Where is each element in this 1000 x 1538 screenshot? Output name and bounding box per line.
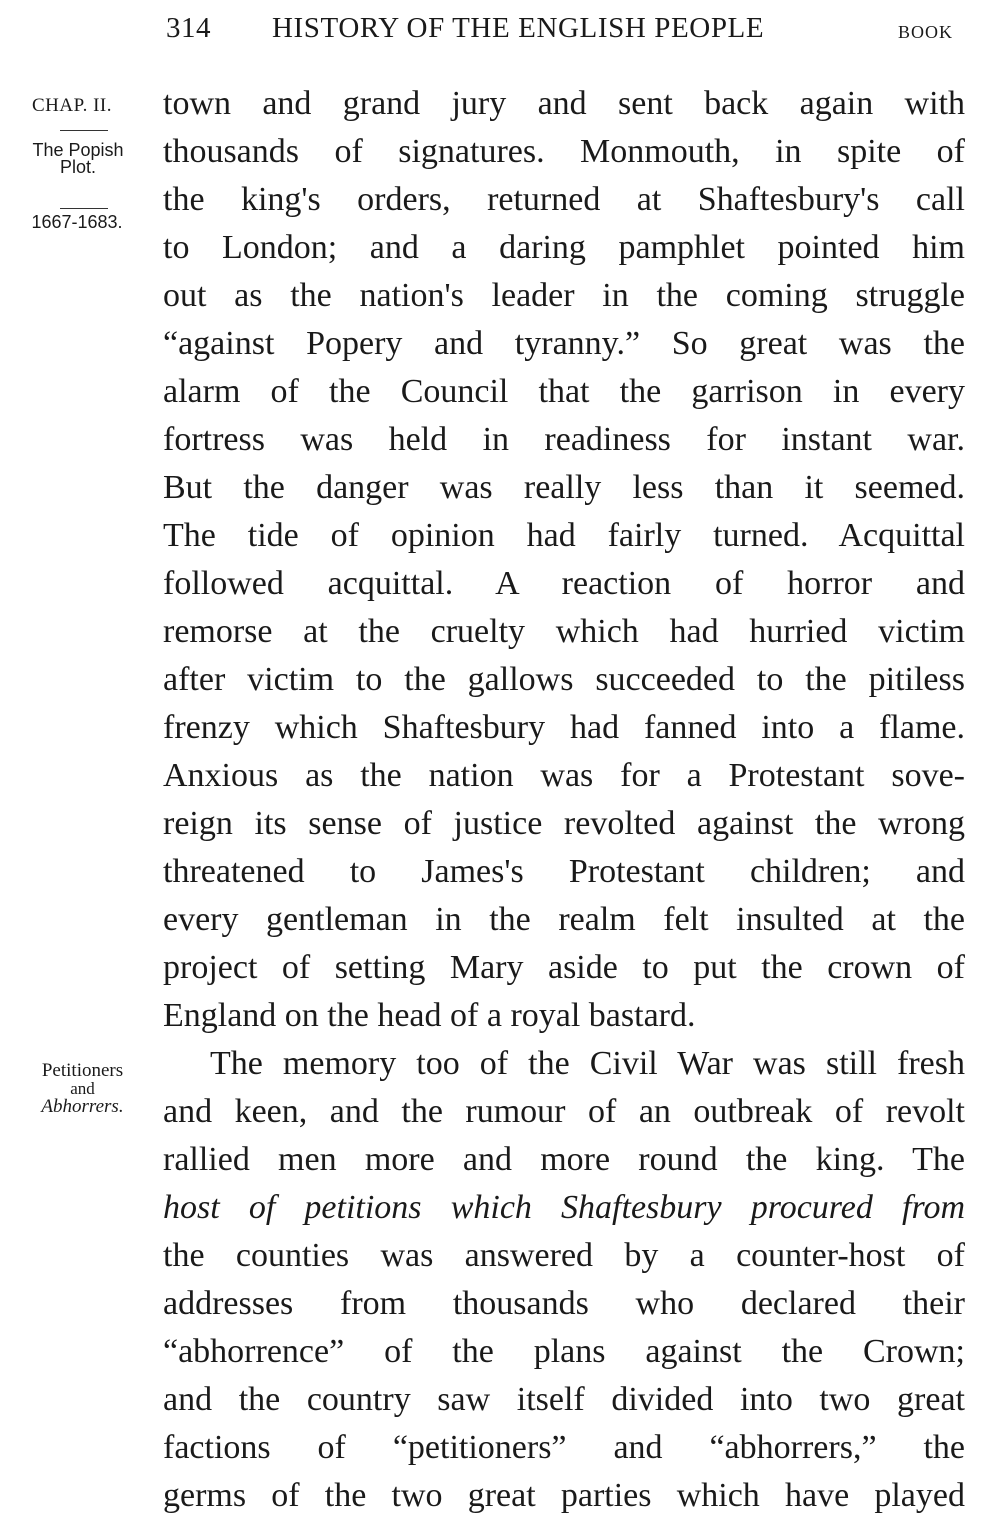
margin-rule	[60, 208, 108, 209]
side-note-line: and	[70, 1079, 95, 1098]
text-line: the king's orders, returned at Shaftesbury's call	[163, 181, 965, 218]
text-line: factions of “petitioners” and “abhorrers,” the	[163, 1429, 965, 1466]
text-line: remorse at the cruelty which had hurried victim	[163, 613, 965, 650]
topic-note	[8, 142, 148, 176]
text-line: alarm of the Council that the garrison in every	[163, 373, 965, 410]
text-line: host of petitions which Shaftesbury procured from	[163, 1189, 965, 1226]
text-line: project of setting Mary aside to put the crown of	[163, 949, 965, 986]
text-line: frenzy which Shaftesbury had fanned into a flame.	[163, 709, 965, 746]
text-line: every gentleman in the realm felt insulted at the	[163, 901, 965, 938]
side-note-petitioners	[10, 1060, 155, 1118]
text-line: germs of the two great parties which have played	[163, 1477, 965, 1514]
side-note-line: Petitioners	[41, 1060, 124, 1081]
text-line: But the danger was really less than it seemed.	[163, 469, 965, 506]
text-line: to London; and a daring pamphlet pointed him	[163, 229, 965, 266]
text-line: The memory too of the Civil War was still fresh	[210, 1045, 965, 1082]
date-range-note: 1667-1683.	[31, 212, 123, 232]
margin-rule	[60, 130, 108, 131]
text-line: reign its sense of justice revolted against the wrong	[163, 805, 965, 842]
text-line: and keen, and the rumour of an outbreak of revolt	[163, 1093, 965, 1130]
side-note-line: Abhorrers.	[41, 1096, 124, 1117]
text-line: out as the nation's leader in the coming struggle	[163, 277, 965, 314]
book-label: BOOK	[898, 22, 954, 42]
text-line: threatened to James's Protestant children; and	[163, 853, 965, 890]
text-line: “abhorrence” of the plans against the Crown;	[163, 1333, 965, 1370]
text-line: rallied men more and more round the king. The	[163, 1141, 965, 1178]
text-line: England on the head of a royal bastard.	[163, 997, 696, 1034]
text-line: Anxious as the nation was for a Protestant sove-	[163, 757, 965, 794]
body-text	[163, 80, 965, 1520]
text-line: the counties was answered by a counter-host of	[163, 1237, 965, 1274]
topic-line: Plot.	[59, 157, 97, 177]
text-line: fortress was held in readiness for instant war.	[163, 421, 965, 458]
chapter-label: CHAP. II.	[32, 95, 112, 116]
text-line: The tide of opinion had fairly turned. Acquittal	[163, 517, 965, 554]
page-number: 314	[166, 12, 211, 44]
text-line: “against Popery and tyranny.” So great was the	[163, 325, 965, 362]
topic-line: The Popish	[32, 140, 124, 160]
text-line: followed acquittal. A reaction of horror and	[163, 565, 965, 602]
text-line: town and grand jury and sent back again with	[163, 85, 965, 122]
text-line: and the country saw itself divided into two great	[163, 1381, 965, 1418]
text-line: after victim to the gallows succeeded to the pitiless	[163, 661, 965, 698]
running-title: HISTORY OF THE ENGLISH PEOPLE	[272, 12, 765, 44]
page-header	[0, 10, 1000, 50]
text-line: addresses from thousands who declared their	[163, 1285, 965, 1322]
text-line: thousands of signatures. Monmouth, in spite of	[163, 133, 965, 170]
